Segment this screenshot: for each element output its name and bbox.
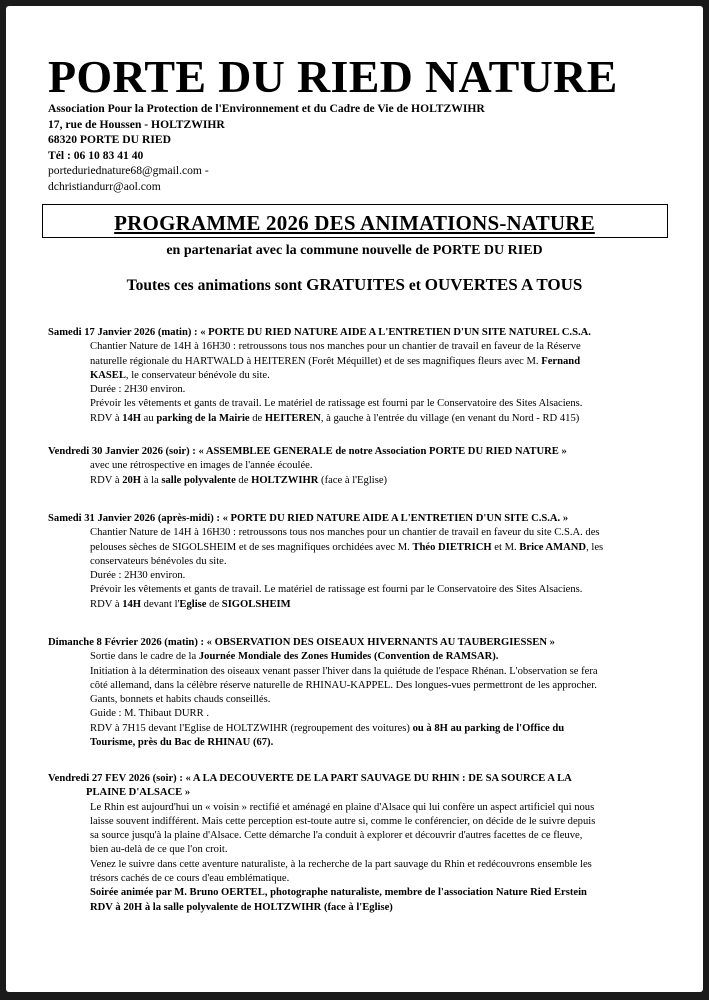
- address-city: 68320 PORTE DU RIED: [48, 133, 171, 146]
- event-heading: Vendredi 30 Janvier 2026 (soir) : « ASSEMBLEE GENERALE de notre Association PORTE DU RIED NATURE »: [48, 446, 567, 457]
- event-item: [48, 445, 668, 488]
- email-2[interactable]: dchristiandurr@aol.com: [48, 179, 161, 193]
- programme-title: PROGRAMME 2026 DES ANIMATIONS-NATURE: [114, 211, 595, 235]
- page-title: PORTE DU RIED NATURE: [48, 51, 618, 102]
- event-body: Sortie dans le cadre de la Journée Mondiale des Zones Humides (Convention de RAMSAR). Initiation à la détermination des oiseaux venant passer l'hiver dans la quiétude de l'espace Rhénan. L'observation se fera côté allemand, dans la célèbre réserve naturelle de RHINAU-KAPPEL. Des longues-vues permettront de les approcher. Gants, bonnets et habits chauds conseillés. Guide : M. Thibaut DURR . RDV à 7H15 devant l'Eglise de HOLTZWIHR (regroupement des voitures) ou à 8H au parking de l'Office du Tourisme, près du Bac de RHINAU (67).: [90, 651, 598, 749]
- event-body: Chantier Nature de 14H à 16H30 : retroussons tous nos manches pour un chantier de travail en faveur de la Réserve naturelle régionale du HARTWALD à HEITEREN (Forêt Méquillet) et de ses magnifiques fleurs avec M. Fernand KASEL, le conservateur bénévole du site. Durée : 2H30 environ. Prévoir les vêtements et gants de travail. Le matériel de ratissage est fourni par le Conservatoire des Sites Alsaciens. RDV à 14H au parking de la Mairie de HEITEREN, à gauche à l'entrée du village (en venant du Nord - RD 415): [90, 341, 583, 424]
- email-1[interactable]: porteduriednature68@gmail.com -: [48, 164, 209, 177]
- phone: Tél : 06 10 83 41 40: [48, 148, 144, 162]
- event-item: [48, 326, 668, 426]
- event-heading-continued: PLAINE D'ALSACE »: [86, 787, 191, 799]
- free-line: Toutes ces animations sont GRATUITES et OUVERTES A TOUS: [126, 275, 583, 294]
- event-item: [48, 772, 668, 915]
- partner-line: en partenariat avec la commune nouvelle de PORTE DU RIED: [166, 243, 543, 258]
- event-heading: Samedi 31 Janvier 2026 (après-midi) : « PORTE DU RIED NATURE AIDE A L'ENTRETIEN D'UN SITE C.S.A. »: [48, 513, 569, 524]
- event-body: avec une rétrospective en images de l'année écoulée. RDV à 20H à la salle polyvalente de HOLTZWIHR (face à l'Eglise): [90, 460, 388, 486]
- association-name: Association Pour la Protection de l'Environnement et du Cadre de Vie de HOLTZWIHR: [48, 102, 485, 115]
- event-heading: Vendredi 27 FEV 2026 (soir) : « A LA DECOUVERTE DE LA PART SAUVAGE DU RHIN : DE SA SOURCE A LA: [48, 773, 572, 784]
- event-item: [48, 636, 668, 750]
- event-body: Le Rhin est aujourd'hui un « voisin » rectifié et aménagé en plaine d'Alsace qui lui confère un aspect artificiel qui nous laisse souvent indifférent. Mais cette perception est-toute autre si, comme le conférencier, on décide de le suivre depuis sa source jusqu'à la plaine d'Alsace. Cette démarche l'a conduit à explorer et découvrir d'autres facettes de ce fleuve, bien au-delà de ce que l'on croit. Venez le suivre dans cette aventure naturaliste, à la recherche de la part sauvage du Rhin et redécouvrons ensemble les trésors cachés de ce cours d'eau emblématique. Soirée animée par M. Bruno OERTEL, photographe naturaliste, membre de l'association Nature Ried Erstein RDV à 20H à la salle polyvalente de HOLTZWIHR (face à l'Eglise): [90, 801, 596, 913]
- event-body: Chantier Nature de 14H à 16H30 : retroussons tous nos manches pour un chantier de travail en faveur du site C.S.A. des pelouses sèches de SIGOLSHEIM et de ses magnifiques orchidées avec M. Théo DIETRICH et M. Brice AMAND, les conservateurs bénévoles du site. Durée : 2H30 environ. Prévoir les vêtements et gants de travail. Le matériel de ratissage est fourni par le Conservatoire des Sites Alsaciens. RDV à 14H devant l'Eglise de SIGOLSHEIM: [90, 527, 604, 610]
- event-heading: Dimanche 8 Février 2026 (matin) : « OBSERVATION DES OISEAUX HIVERNANTS AU TAUBERGIESSEN »: [48, 637, 555, 648]
- address-street: 17, rue de Houssen - HOLTZWIHR: [48, 117, 225, 131]
- event-heading: Samedi 17 Janvier 2026 (matin) : « PORTE DU RIED NATURE AIDE A L'ENTRETIEN D'UN SITE NATUREL C.S.A.: [48, 327, 591, 338]
- event-item: [48, 512, 668, 612]
- association-block: [48, 101, 485, 194]
- document-page: [6, 6, 703, 992]
